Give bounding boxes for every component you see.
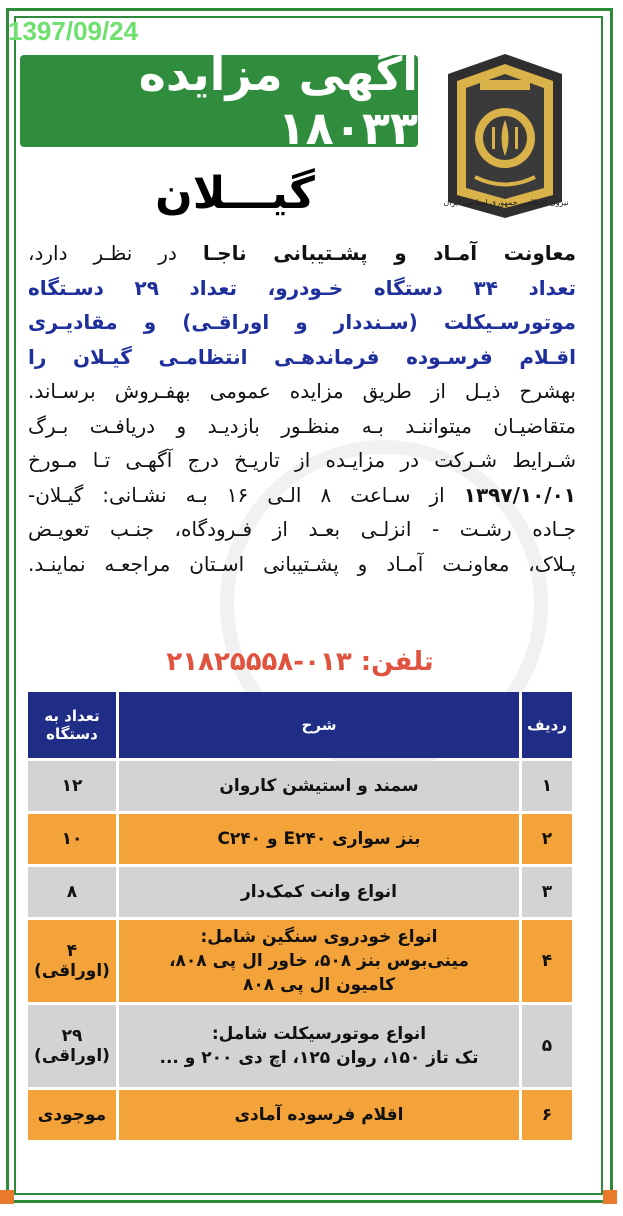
announcement-body: [28, 236, 576, 581]
cell-count: ۸: [28, 867, 116, 917]
cell-description: اقلام فرسوده آمادی: [119, 1090, 519, 1140]
table-row: [28, 761, 572, 811]
cell-count: ۱۲: [28, 761, 116, 811]
cell-index: ۴: [522, 920, 572, 1002]
table-row: [28, 920, 572, 1002]
body-line-2: تعداد ۳۴ دستگاه خـودرو، تعداد ۲۹ دسـتگاه: [28, 275, 577, 300]
date-stamp: 1397/09/24: [8, 16, 139, 46]
table-header-row: [28, 692, 572, 758]
cell-index: ۶: [522, 1090, 572, 1140]
body-line-1-bold: معاونت آمـاد و پشـتیبانی ناجـا: [202, 241, 576, 265]
cell-index: ۱: [522, 761, 572, 811]
corner-mark-right: [603, 1190, 617, 1204]
table-row: [28, 814, 572, 864]
page-title: آگهی مزایده ۱۸۰۳۳: [138, 47, 418, 155]
emblem-caption: نیروی انتظامی جمهوری اسلامی ایران: [443, 198, 569, 207]
body-line-3: موتورسـیکلت (سـنددار و اوراقـی) و مقادیـری: [28, 310, 576, 334]
header-count: تعداد به دستگاه: [28, 692, 116, 758]
table-row: [28, 1005, 572, 1087]
table-row: [28, 867, 572, 917]
body-line-6: متقاضیـان میتواننـد بـه منظـور بازدیـد و دریافـت بـرگ: [28, 413, 576, 438]
cell-description: بنز سواری E۲۴۰ و C۲۴۰: [119, 814, 519, 864]
body-line-5: بهشرح ذیـل از طریق مزایده عمومی بهفـروش برسـاند.: [28, 379, 576, 403]
body-line-10: پـلاک، معاونـت آمـاد و پشـتیبانی اسـتان مراجعـه نماینـد.: [28, 551, 576, 576]
province-subtitle: گیـــلان: [155, 168, 315, 219]
cell-count: موجودی: [28, 1090, 116, 1140]
cell-description: انواع خودروی سنگین شامل: مینی‌بوس بنز ۵۰۸، خاور ال پی ۸۰۸، کامیون ال پی ۸۰۸: [119, 920, 519, 1002]
cell-description: سمند و استیشن کاروان: [119, 761, 519, 811]
body-line-4: اقـلام فرسـوده فرماندهـی انتظامـی گیـلان را: [28, 344, 576, 369]
title-banner: [20, 47, 418, 155]
cell-description: انواع موتورسیکلت شامل: تک تاز ۱۵۰، روان ۱۲۵، اچ دی ۲۰۰ و ...: [119, 1005, 519, 1087]
body-line-7: شـرایط شـرکت در مزایـده از تاریـخ درج آگهـی تـا مـورخ: [28, 448, 576, 472]
table-body: [28, 761, 572, 1140]
police-emblem-icon: [440, 52, 570, 220]
cell-index: ۵: [522, 1005, 572, 1087]
body-line-8-rest: از سـاعت ۸ الـی ۱۶ بـه نشـانی: گیـلان-: [28, 482, 464, 507]
cell-description: انواع وانت کمک‌دار: [119, 867, 519, 917]
body-line-9: جـاده رشـت - انزلـی بعـد از فـرودگاه، جنـب تعویـض: [28, 517, 576, 541]
header-description: شرح: [119, 692, 519, 758]
table-row: [28, 1090, 572, 1140]
body-line-1-rest: در نظـر دارد،: [28, 241, 203, 265]
cell-count: ۲۹ (اوراقی): [28, 1005, 116, 1087]
corner-mark-left: [0, 1190, 14, 1204]
cell-index: ۲: [522, 814, 572, 864]
body-line-8: [28, 478, 576, 513]
cell-count: ۴ (اوراقی): [28, 920, 116, 1002]
phone-number: تلفن: ۰۱۳-۲۱۸۲۵۵۵۸: [166, 647, 434, 677]
body-line-1: [28, 236, 576, 271]
cell-count: ۱۰: [28, 814, 116, 864]
body-line-8-date: ۱۳۹۷/۱۰/۰۱: [463, 482, 576, 507]
cell-index: ۳: [522, 867, 572, 917]
header-index: ردیف: [522, 692, 572, 758]
items-table: [25, 689, 575, 1143]
